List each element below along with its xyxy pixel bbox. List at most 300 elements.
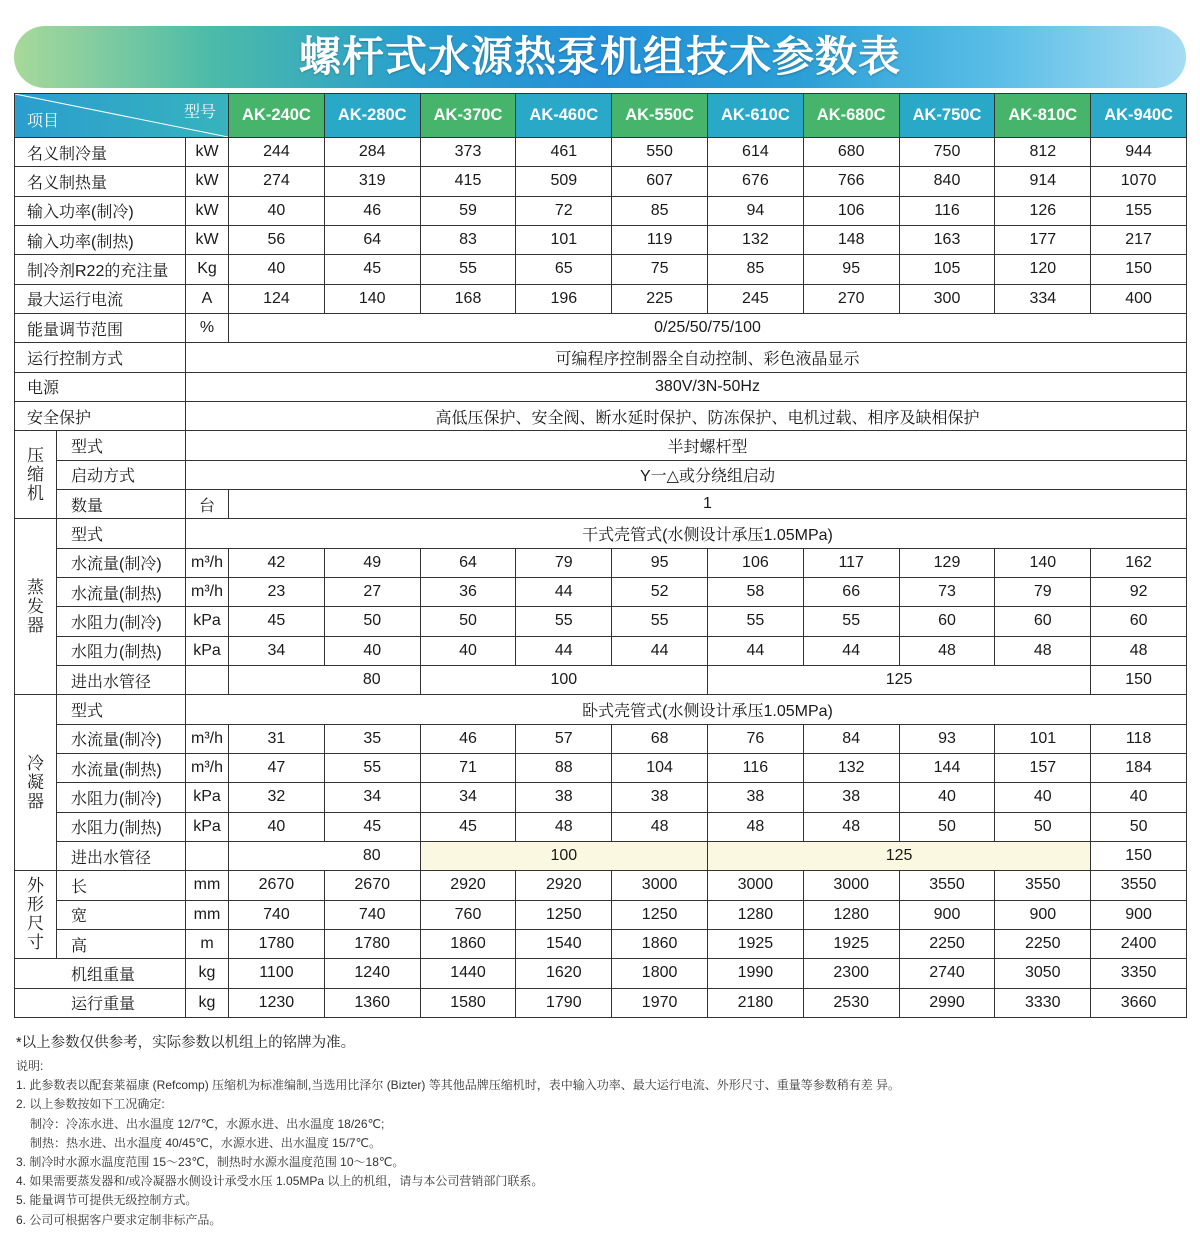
value-cell: 2920 xyxy=(516,871,612,900)
table-row xyxy=(15,959,1187,988)
value-cell: 38 xyxy=(803,783,899,812)
value-cell: 3330 xyxy=(995,988,1091,1017)
merged-value-cell: Y一△或分绕组启动 xyxy=(186,460,1187,489)
value-cell: 2300 xyxy=(803,959,899,988)
value-cell: 1540 xyxy=(516,929,612,958)
value-cell: 50 xyxy=(899,812,995,841)
value-cell: 3000 xyxy=(612,871,708,900)
value-cell: 46 xyxy=(420,724,516,753)
row-label: 水流量(制热) xyxy=(57,577,186,606)
row-label: 型式 xyxy=(57,519,186,548)
value-cell: 34 xyxy=(324,783,420,812)
row-label: 输入功率(制热) xyxy=(15,225,186,254)
note-line: 制冷：冷冻水进、出水温度 12/7℃，水源水进、出水温度 18/26℃; xyxy=(30,1116,385,1131)
table-row xyxy=(15,372,1187,401)
value-cell: 56 xyxy=(229,225,325,254)
model-header: AK-460C xyxy=(516,94,612,138)
value-cell: 900 xyxy=(899,900,995,929)
value-cell: 71 xyxy=(420,753,516,782)
value-cell: 319 xyxy=(324,167,420,196)
unit-cell: kPa xyxy=(186,636,229,665)
value-cell: 95 xyxy=(803,255,899,284)
value-cell: 40 xyxy=(324,636,420,665)
model-header: AK-240C xyxy=(229,94,325,138)
table-row xyxy=(15,138,1187,167)
model-header: AK-940C xyxy=(1091,94,1187,138)
value-cell: 48 xyxy=(516,812,612,841)
value-cell: 45 xyxy=(324,255,420,284)
row-label: 名义制热量 xyxy=(15,167,186,196)
row-label: 最大运行电流 xyxy=(15,284,186,313)
value-cell: 400 xyxy=(1091,284,1187,313)
row-label: 水阻力(制冷) xyxy=(57,607,186,636)
value-cell: 676 xyxy=(708,167,804,196)
value-cell: 270 xyxy=(803,284,899,313)
value-cell: 120 xyxy=(995,255,1091,284)
unit-cell: m³/h xyxy=(186,753,229,782)
value-cell: 55 xyxy=(324,753,420,782)
table-row xyxy=(15,812,1187,841)
value-cell: 607 xyxy=(612,167,708,196)
value-cell: 1240 xyxy=(324,959,420,988)
value-cell: 55 xyxy=(708,607,804,636)
unit-cell: kg xyxy=(186,988,229,1017)
row-label: 电源 xyxy=(15,372,186,401)
value-cell: 36 xyxy=(420,577,516,606)
table-row xyxy=(15,548,1187,577)
table-row xyxy=(15,724,1187,753)
value-cell: 163 xyxy=(899,225,995,254)
model-header: AK-280C xyxy=(324,94,420,138)
value-cell: 766 xyxy=(803,167,899,196)
model-header: AK-750C xyxy=(899,94,995,138)
value-cell: 1860 xyxy=(612,929,708,958)
table-row xyxy=(15,284,1187,313)
table-row xyxy=(15,167,1187,196)
value-cell: 3550 xyxy=(899,871,995,900)
row-label: 水阻力(制热) xyxy=(57,636,186,665)
value-cell: 217 xyxy=(1091,225,1187,254)
pipe-size-cell: 80 xyxy=(229,841,421,870)
value-cell: 184 xyxy=(1091,753,1187,782)
value-cell: 1620 xyxy=(516,959,612,988)
value-cell: 245 xyxy=(708,284,804,313)
row-label: 启动方式 xyxy=(57,460,186,489)
table-row xyxy=(15,841,1187,870)
value-cell: 106 xyxy=(803,196,899,225)
group-name: 外形尺寸 xyxy=(27,876,44,953)
value-cell: 40 xyxy=(420,636,516,665)
row-label: 进出水管径 xyxy=(57,841,186,870)
value-cell: 1970 xyxy=(612,988,708,1017)
footnote: *以上参数仅供参考，实际参数以机组上的铭牌为准。 xyxy=(16,1035,356,1051)
value-cell: 132 xyxy=(803,753,899,782)
unit-cell: kPa xyxy=(186,812,229,841)
group-name: 压缩机 xyxy=(27,445,44,503)
row-label: 运行控制方式 xyxy=(15,343,186,372)
row-label: 宽 xyxy=(57,900,186,929)
value-cell: 40 xyxy=(229,196,325,225)
row-label: 水流量(制冷) xyxy=(57,548,186,577)
value-cell: 225 xyxy=(612,284,708,313)
group-name: 冷凝器 xyxy=(27,753,44,811)
value-cell: 55 xyxy=(803,607,899,636)
value-cell: 48 xyxy=(995,636,1091,665)
value-cell: 93 xyxy=(899,724,995,753)
value-cell: 274 xyxy=(229,167,325,196)
value-cell: 45 xyxy=(420,812,516,841)
value-cell: 73 xyxy=(899,577,995,606)
value-cell: 44 xyxy=(612,636,708,665)
value-cell: 812 xyxy=(995,138,1091,167)
table-row xyxy=(15,460,1187,489)
value-cell: 1925 xyxy=(803,929,899,958)
value-cell: 117 xyxy=(803,548,899,577)
value-cell: 46 xyxy=(324,196,420,225)
group-label xyxy=(15,695,57,871)
value-cell: 79 xyxy=(516,548,612,577)
value-cell: 118 xyxy=(1091,724,1187,753)
value-cell: 1780 xyxy=(229,929,325,958)
table-row xyxy=(15,431,1187,460)
value-cell: 1790 xyxy=(516,988,612,1017)
value-cell: 50 xyxy=(420,607,516,636)
value-cell: 1925 xyxy=(708,929,804,958)
unit-cell: kPa xyxy=(186,783,229,812)
value-cell: 162 xyxy=(1091,548,1187,577)
value-cell: 44 xyxy=(708,636,804,665)
value-cell: 60 xyxy=(995,607,1091,636)
pipe-size-cell: 100 xyxy=(420,665,707,694)
value-cell: 40 xyxy=(995,783,1091,812)
group-label xyxy=(15,871,57,959)
value-cell: 509 xyxy=(516,167,612,196)
value-cell: 47 xyxy=(229,753,325,782)
value-cell: 177 xyxy=(995,225,1091,254)
value-cell: 48 xyxy=(612,812,708,841)
value-cell: 44 xyxy=(516,636,612,665)
value-cell: 79 xyxy=(995,577,1091,606)
value-cell: 34 xyxy=(420,783,516,812)
value-cell: 740 xyxy=(229,900,325,929)
pipe-size-cell: 100 xyxy=(420,841,707,870)
row-label: 机组重量 xyxy=(15,959,186,988)
merged-value-cell: 380V/3N-50Hz xyxy=(186,372,1187,401)
value-cell: 1860 xyxy=(420,929,516,958)
unit-cell: 台 xyxy=(186,489,229,518)
value-cell: 132 xyxy=(708,225,804,254)
value-cell: 140 xyxy=(324,284,420,313)
table-row xyxy=(15,636,1187,665)
value-cell: 3660 xyxy=(1091,988,1187,1017)
value-cell: 760 xyxy=(420,900,516,929)
unit-cell: mm xyxy=(186,871,229,900)
unit-cell xyxy=(186,841,229,870)
model-header: AK-810C xyxy=(995,94,1091,138)
table-row xyxy=(15,607,1187,636)
value-cell: 2400 xyxy=(1091,929,1187,958)
row-label: 水阻力(制热) xyxy=(57,812,186,841)
unit-cell: A xyxy=(186,284,229,313)
value-cell: 42 xyxy=(229,548,325,577)
table-row xyxy=(15,753,1187,782)
value-cell: 60 xyxy=(899,607,995,636)
merged-value-cell: 高低压保护、安全阀、断水延时保护、防冻保护、电机过载、相序及缺相保护 xyxy=(186,401,1187,430)
value-cell: 3000 xyxy=(803,871,899,900)
table-row xyxy=(15,665,1187,694)
value-cell: 900 xyxy=(1091,900,1187,929)
value-cell: 38 xyxy=(612,783,708,812)
row-label: 输入功率(制冷) xyxy=(15,196,186,225)
row-label: 运行重量 xyxy=(15,988,186,1017)
value-cell: 334 xyxy=(995,284,1091,313)
header-corner xyxy=(15,94,229,138)
value-cell: 1250 xyxy=(516,900,612,929)
value-cell: 144 xyxy=(899,753,995,782)
model-header: AK-550C xyxy=(612,94,708,138)
row-label: 进出水管径 xyxy=(57,665,186,694)
value-cell: 1250 xyxy=(612,900,708,929)
value-cell: 116 xyxy=(708,753,804,782)
value-cell: 38 xyxy=(708,783,804,812)
value-cell: 101 xyxy=(995,724,1091,753)
value-cell: 27 xyxy=(324,577,420,606)
value-cell: 75 xyxy=(612,255,708,284)
unit-cell: mm xyxy=(186,900,229,929)
group-label xyxy=(15,431,57,519)
header-row xyxy=(15,94,1187,138)
value-cell: 55 xyxy=(612,607,708,636)
value-cell: 1800 xyxy=(612,959,708,988)
value-cell: 84 xyxy=(803,724,899,753)
table-row xyxy=(15,489,1187,518)
value-cell: 2670 xyxy=(324,871,420,900)
table-row xyxy=(15,695,1187,724)
note-line: 6. 公司可根据客户要求定制非标产品。 xyxy=(16,1212,222,1227)
unit-cell: Kg xyxy=(186,255,229,284)
row-label: 型式 xyxy=(57,431,186,460)
table-row xyxy=(15,225,1187,254)
value-cell: 48 xyxy=(899,636,995,665)
value-cell: 740 xyxy=(324,900,420,929)
value-cell: 680 xyxy=(803,138,899,167)
note-line: 3. 制冷时水源水温度范围 15～23℃，制热时水源水温度范围 10～18℃。 xyxy=(16,1155,405,1170)
value-cell: 72 xyxy=(516,196,612,225)
value-cell: 840 xyxy=(899,167,995,196)
value-cell: 32 xyxy=(229,783,325,812)
value-cell: 40 xyxy=(229,255,325,284)
value-cell: 95 xyxy=(612,548,708,577)
row-label: 水流量(制冷) xyxy=(57,724,186,753)
row-label: 水流量(制热) xyxy=(57,753,186,782)
value-cell: 64 xyxy=(324,225,420,254)
value-cell: 168 xyxy=(420,284,516,313)
value-cell: 57 xyxy=(516,724,612,753)
value-cell: 106 xyxy=(708,548,804,577)
group-name: 蒸发器 xyxy=(27,577,44,635)
merged-value-cell: 可编程序控制器全自动控制、彩色液晶显示 xyxy=(186,343,1187,372)
value-cell: 92 xyxy=(1091,577,1187,606)
value-cell: 58 xyxy=(708,577,804,606)
value-cell: 60 xyxy=(1091,607,1187,636)
unit-cell: kW xyxy=(186,138,229,167)
value-cell: 300 xyxy=(899,284,995,313)
unit-cell: kW xyxy=(186,167,229,196)
value-cell: 23 xyxy=(229,577,325,606)
unit-cell: % xyxy=(186,313,229,342)
value-cell: 85 xyxy=(708,255,804,284)
note-line: 4. 如果需要蒸发器和/或冷凝器水侧设计承受水压 1.05MPa 以上的机组，请与本公司营销部门联系。 xyxy=(16,1174,544,1189)
value-cell: 140 xyxy=(995,548,1091,577)
page-title: 螺杆式水源热泵机组技术参数表 xyxy=(14,26,1186,88)
value-cell: 1070 xyxy=(1091,167,1187,196)
row-label: 型式 xyxy=(57,695,186,724)
model-header: AK-680C xyxy=(803,94,899,138)
value-cell: 50 xyxy=(995,812,1091,841)
value-cell: 50 xyxy=(324,607,420,636)
value-cell: 119 xyxy=(612,225,708,254)
merged-value-cell: 卧式壳管式(水侧设计承压1.05MPa) xyxy=(186,695,1187,724)
value-cell: 76 xyxy=(708,724,804,753)
value-cell: 148 xyxy=(803,225,899,254)
value-cell: 750 xyxy=(899,138,995,167)
value-cell: 461 xyxy=(516,138,612,167)
note-line: 制热：热水进、出水温度 40/45℃，水源水进、出水温度 15/7℃。 xyxy=(30,1135,382,1150)
value-cell: 2990 xyxy=(899,988,995,1017)
table-row xyxy=(15,196,1187,225)
model-header: AK-370C xyxy=(420,94,516,138)
value-cell: 614 xyxy=(708,138,804,167)
value-cell: 2670 xyxy=(229,871,325,900)
table-row xyxy=(15,929,1187,958)
value-cell: 155 xyxy=(1091,196,1187,225)
value-cell: 44 xyxy=(516,577,612,606)
value-cell: 40 xyxy=(229,812,325,841)
value-cell: 34 xyxy=(229,636,325,665)
row-label: 高 xyxy=(57,929,186,958)
row-label: 长 xyxy=(57,871,186,900)
model-header: AK-610C xyxy=(708,94,804,138)
value-cell: 1780 xyxy=(324,929,420,958)
value-cell: 1580 xyxy=(420,988,516,1017)
value-cell: 2530 xyxy=(803,988,899,1017)
value-cell: 284 xyxy=(324,138,420,167)
pipe-size-cell: 125 xyxy=(708,841,1091,870)
value-cell: 40 xyxy=(1091,783,1187,812)
value-cell: 2250 xyxy=(995,929,1091,958)
value-cell: 1100 xyxy=(229,959,325,988)
value-cell: 45 xyxy=(229,607,325,636)
spec-table xyxy=(14,93,1187,1018)
value-cell: 40 xyxy=(899,783,995,812)
item-column-label: 项目 xyxy=(27,111,60,130)
value-cell: 104 xyxy=(612,753,708,782)
unit-cell: m³/h xyxy=(186,548,229,577)
table-row xyxy=(15,871,1187,900)
value-cell: 3550 xyxy=(995,871,1091,900)
value-cell: 59 xyxy=(420,196,516,225)
merged-value-cell: 1 xyxy=(229,489,1187,518)
row-label: 水阻力(制冷) xyxy=(57,783,186,812)
value-cell: 244 xyxy=(229,138,325,167)
value-cell: 1280 xyxy=(803,900,899,929)
unit-cell: m³/h xyxy=(186,724,229,753)
table-row xyxy=(15,343,1187,372)
merged-value-cell: 半封螺杆型 xyxy=(186,431,1187,460)
note-line: 5. 能量调节可提供无级控制方式。 xyxy=(16,1193,198,1208)
value-cell: 550 xyxy=(612,138,708,167)
unit-cell xyxy=(186,665,229,694)
notes xyxy=(16,1057,900,1230)
model-column-label: 型号 xyxy=(184,102,217,121)
group-label xyxy=(15,519,57,695)
table-row xyxy=(15,900,1187,929)
value-cell: 1990 xyxy=(708,959,804,988)
row-label: 能量调节范围 xyxy=(15,313,186,342)
value-cell: 49 xyxy=(324,548,420,577)
value-cell: 48 xyxy=(1091,636,1187,665)
table-row xyxy=(15,577,1187,606)
value-cell: 124 xyxy=(229,284,325,313)
table-row xyxy=(15,988,1187,1017)
merged-value-cell: 干式壳管式(水侧设计承压1.05MPa) xyxy=(186,519,1187,548)
value-cell: 196 xyxy=(516,284,612,313)
value-cell: 66 xyxy=(803,577,899,606)
value-cell: 68 xyxy=(612,724,708,753)
note-line: 1. 此参数表以配套莱福康 (Refcomp) 压缩机为标准编制,当选用比泽尔 (Bizter) 等其他品牌压缩机时，表中输入功率、最大运行电流、外形尺寸、重量等参数稍有差 异。 xyxy=(16,1078,901,1093)
value-cell: 3350 xyxy=(1091,959,1187,988)
value-cell: 88 xyxy=(516,753,612,782)
value-cell: 83 xyxy=(420,225,516,254)
value-cell: 116 xyxy=(899,196,995,225)
value-cell: 48 xyxy=(708,812,804,841)
pipe-size-cell: 150 xyxy=(1091,841,1187,870)
value-cell: 101 xyxy=(516,225,612,254)
value-cell: 45 xyxy=(324,812,420,841)
merged-value-cell: 0/25/50/75/100 xyxy=(229,313,1187,342)
value-cell: 415 xyxy=(420,167,516,196)
value-cell: 3550 xyxy=(1091,871,1187,900)
value-cell: 1230 xyxy=(229,988,325,1017)
value-cell: 105 xyxy=(899,255,995,284)
unit-cell: kW xyxy=(186,225,229,254)
value-cell: 150 xyxy=(1091,255,1187,284)
unit-cell: kg xyxy=(186,959,229,988)
value-cell: 3000 xyxy=(708,871,804,900)
unit-cell: kPa xyxy=(186,607,229,636)
table-row xyxy=(15,401,1187,430)
note-line: 2. 以上参数按如下工况确定: xyxy=(16,1097,165,1112)
value-cell: 157 xyxy=(995,753,1091,782)
value-cell: 55 xyxy=(516,607,612,636)
unit-cell: kW xyxy=(186,196,229,225)
value-cell: 914 xyxy=(995,167,1091,196)
value-cell: 944 xyxy=(1091,138,1187,167)
unit-cell: m³/h xyxy=(186,577,229,606)
value-cell: 48 xyxy=(803,812,899,841)
value-cell: 65 xyxy=(516,255,612,284)
value-cell: 900 xyxy=(995,900,1091,929)
value-cell: 2920 xyxy=(420,871,516,900)
value-cell: 31 xyxy=(229,724,325,753)
value-cell: 126 xyxy=(995,196,1091,225)
table-row xyxy=(15,783,1187,812)
value-cell: 44 xyxy=(803,636,899,665)
notes-heading: 说明: xyxy=(16,1059,44,1073)
value-cell: 373 xyxy=(420,138,516,167)
table-row xyxy=(15,313,1187,342)
value-cell: 1280 xyxy=(708,900,804,929)
